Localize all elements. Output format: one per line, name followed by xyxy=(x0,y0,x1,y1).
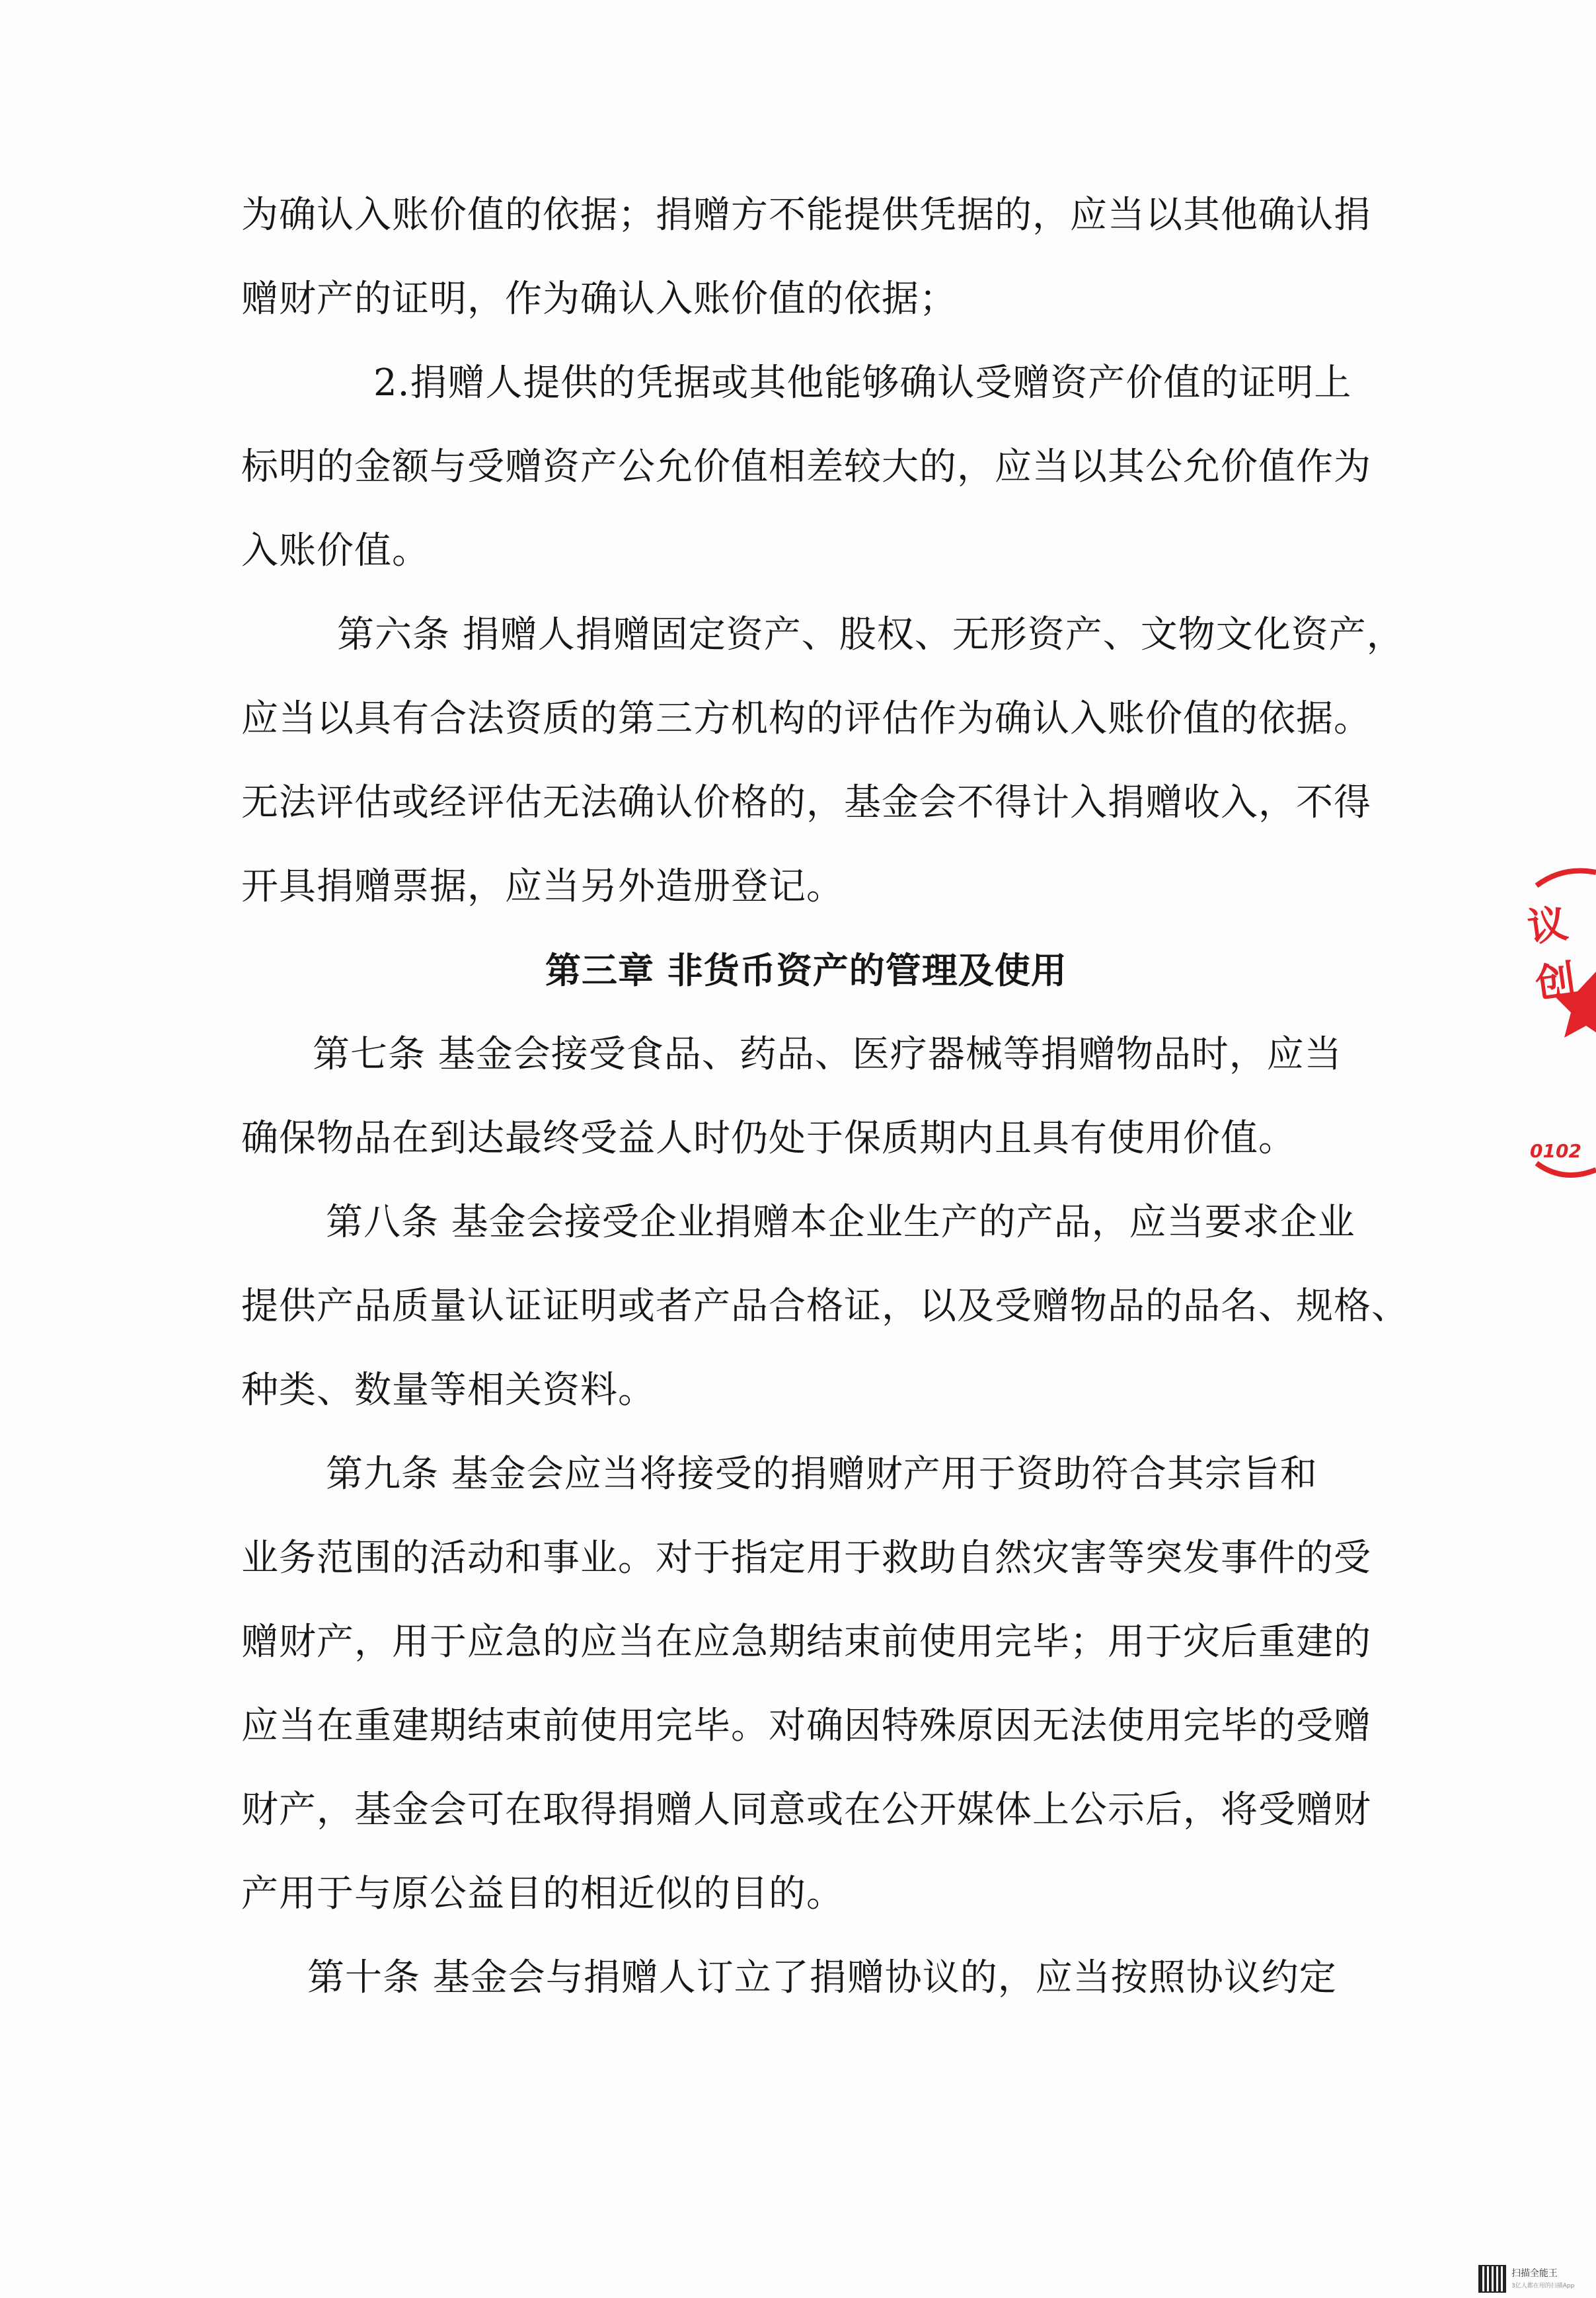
text-line: 2.捐赠人提供的凭据或其他能够确认受赠资产价值的证明上 xyxy=(373,362,1352,404)
text-line: 入账价值。 xyxy=(241,529,430,572)
text-line: 应当在重建期结束前使用完毕。对确因特殊原因无法使用完毕的受赠 xyxy=(241,1704,1371,1747)
qr-code-icon xyxy=(1478,2265,1506,2293)
text-line: 财产，基金会可在取得捐赠人同意或在公开媒体上公示后，将受赠财 xyxy=(241,1788,1371,1831)
text-line: 业务范围的活动和事业。对于指定用于救助自然灾害等突发事件的受 xyxy=(241,1537,1371,1580)
text-line: 赠财产的证明，作为确认入账价值的依据； xyxy=(241,278,957,321)
text-line: 无法评估或经评估无法确认价格的，基金会不得计入捐赠收入，不得 xyxy=(241,781,1371,824)
text-line: 应当以具有合法资质的第三方机构的评估作为确认入账价值的依据。 xyxy=(241,697,1371,740)
watermark-label: 扫描全能王 xyxy=(1511,2268,1558,2279)
text-line: 为确认入账价值的依据；捐赠方不能提供凭据的，应当以其他确认捐 xyxy=(241,194,1371,237)
text-line: 第九条 基金会应当将接受的捐赠财产用于资助符合其宗旨和 xyxy=(326,1453,1318,1496)
text-line: 第六条 捐赠人捐赠固定资产、股权、无形资产、文物文化资产， xyxy=(337,613,1404,656)
text-line: 赠财产，用于应急的应当在应急期结束前使用完毕；用于灾后重建的 xyxy=(241,1621,1371,1664)
watermark-sub: 3亿人都在用的扫描App xyxy=(1511,2283,1575,2289)
text-line: 第七条 基金会接受食品、药品、医疗器械等捐赠物品时，应当 xyxy=(313,1033,1342,1076)
scanner-watermark xyxy=(1478,2265,1591,2294)
seal-top-text: 议创 xyxy=(1525,900,1579,1009)
chapter-heading: 第三章 非货币资产的管理及使用 xyxy=(545,950,1067,991)
official-seal xyxy=(1523,859,1596,1203)
text-line: 标明的金额与受赠资产公允价值相差较大的，应当以其公允价值作为 xyxy=(241,445,1371,488)
text-line: 开具捐赠票据，应当另外造册登记。 xyxy=(241,865,844,908)
text-line: 提供产品质量认证证明或者产品合格证，以及受赠物品的品名、规格、 xyxy=(241,1285,1409,1328)
text-line: 确保物品在到达最终受益人时仍处于保质期内且具有使用价值。 xyxy=(241,1117,1296,1160)
seal-bottom-text: 0102 xyxy=(1530,1140,1581,1162)
text-line: 第八条 基金会接受企业捐赠本企业生产的产品，应当要求企业 xyxy=(326,1201,1355,1244)
text-line: 第十条 基金会与捐赠人订立了捐赠协议的，应当按照协议约定 xyxy=(307,1956,1337,1999)
text-line: 种类、数量等相关资料。 xyxy=(241,1369,656,1412)
text-line: 产用于与原公益目的相近似的目的。 xyxy=(241,1872,844,1915)
